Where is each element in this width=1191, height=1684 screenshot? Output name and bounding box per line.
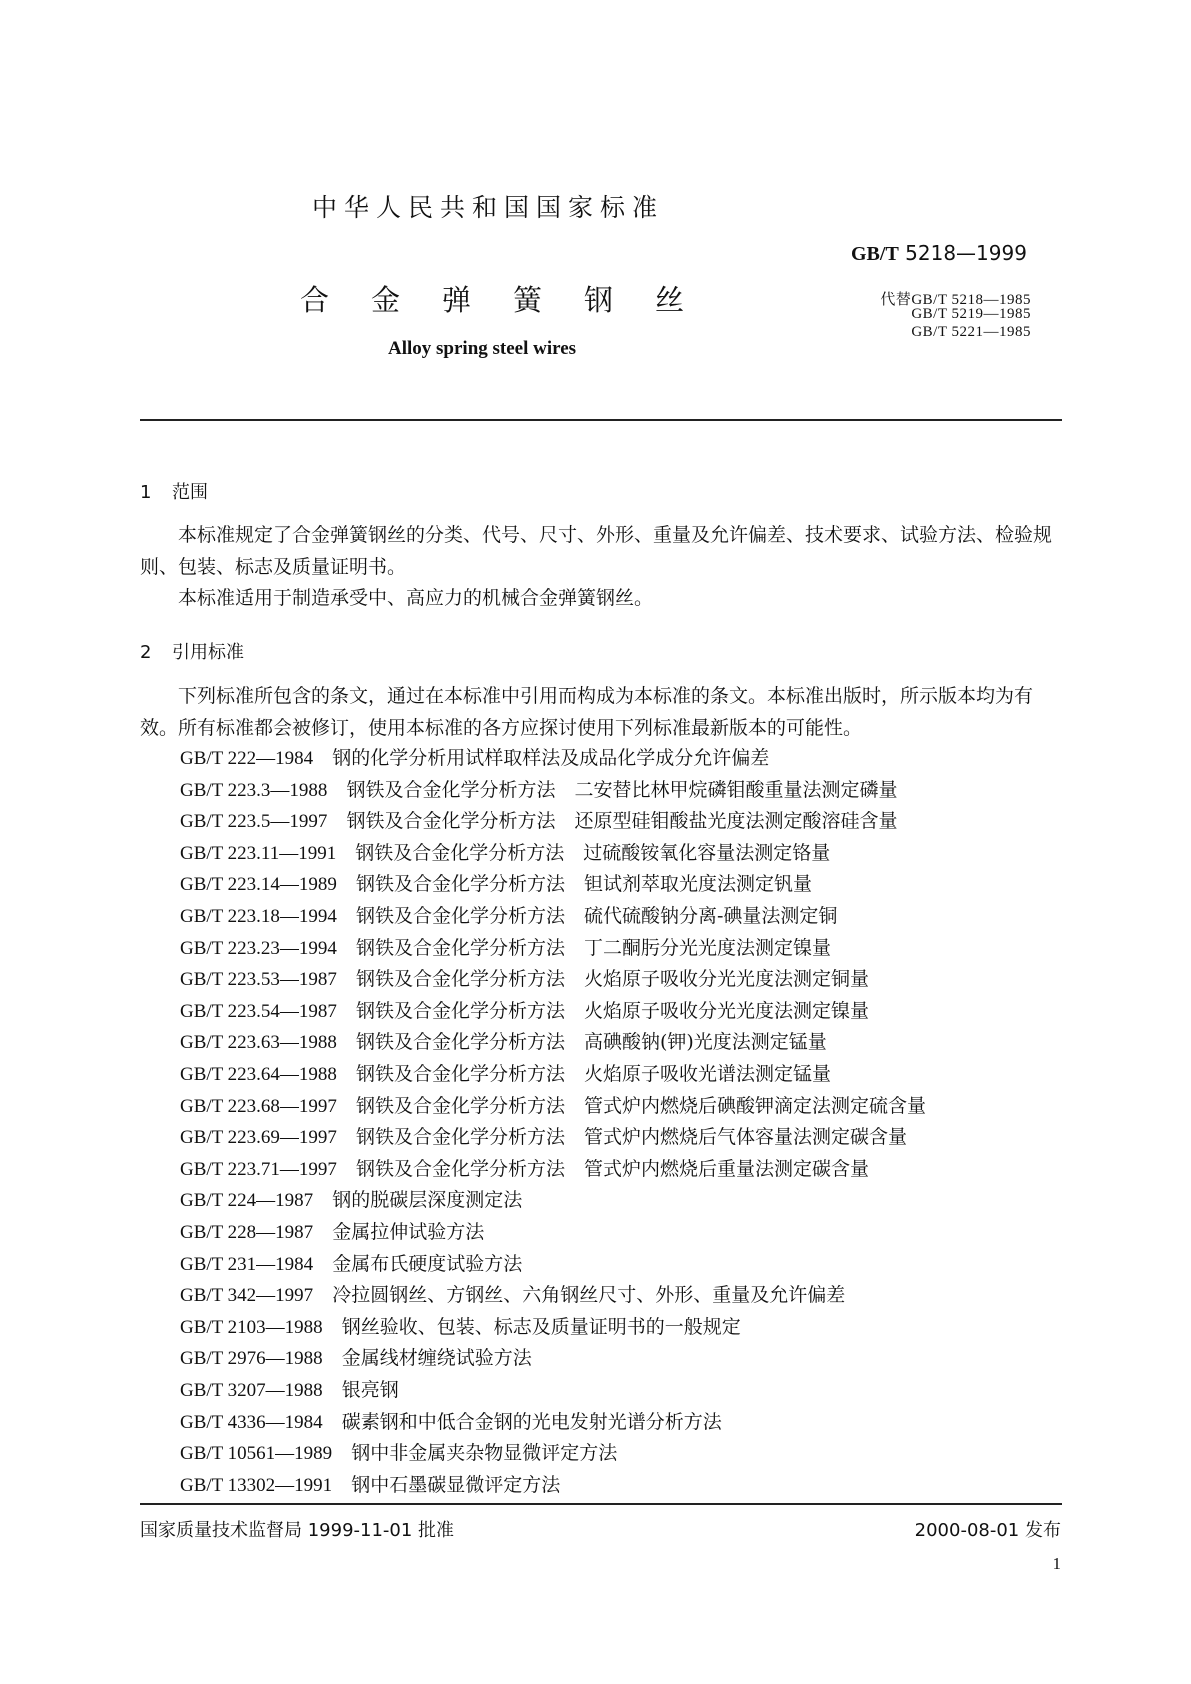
reference-code: GB/T 3207—1988 [180, 1380, 323, 1401]
approval-note: 国家质量技术监督局 1999-11-01 批准 [140, 1520, 455, 1541]
section-heading [140, 478, 208, 504]
reference-item [180, 936, 831, 961]
page-number: 1 [1052, 1554, 1061, 1573]
reference-item [180, 1062, 831, 1087]
reference-title: 金属线材缠绕试验方法 [341, 1347, 532, 1370]
reference-title: 钢铁及合金化学分析方法 火焰原子吸收分光光度法测定铜量 [355, 968, 869, 991]
footer-divider [140, 1503, 1062, 1505]
reference-code: GB/T 10561—1989 [180, 1443, 333, 1465]
reference-title: 钢的脱碳层深度测定法 [332, 1189, 523, 1212]
reference-item [180, 1220, 484, 1245]
reference-item [180, 967, 869, 992]
reference-code: GB/T 231—1984 [180, 1253, 314, 1275]
reference-item [180, 1125, 907, 1150]
publish-note: 2000-08-01 发布 [914, 1520, 1061, 1541]
reference-item [180, 872, 812, 897]
reference-title: 钢铁及合金化学分析方法 硫代硫酸钠分离-碘量法测定铜 [355, 905, 838, 927]
reference-item [180, 1441, 617, 1466]
section-title: 引用标准 [172, 642, 244, 663]
reference-code: GB/T 223.53—1987 [180, 969, 337, 991]
reference-item [180, 1094, 926, 1119]
reference-title: 钢铁及合金化学分析方法 二安替比林甲烷磷钼酸重量法测定磷量 [346, 778, 898, 801]
section-number: 1 [140, 482, 152, 503]
reference-code: GB/T 2976—1988 [180, 1348, 323, 1370]
reference-item [180, 841, 830, 866]
reference-code: GB/T 342—1997 [180, 1285, 314, 1307]
reference-code: GB/T 223.71—1997 [180, 1158, 337, 1180]
reference-item [180, 1378, 399, 1403]
reference-item [180, 1283, 845, 1308]
reference-code: GB/T 228—1987 [180, 1222, 314, 1243]
reference-title: 钢铁及合金化学分析方法 丁二酮肟分光光度法测定镍量 [355, 936, 831, 959]
reference-item [180, 1346, 532, 1371]
reference-code: GB/T 223.11—1991 [180, 842, 337, 864]
reference-item [180, 1410, 722, 1435]
header-divider [140, 419, 1062, 421]
reference-item [180, 999, 869, 1024]
reference-title: 钢中非金属夹杂物显微评定方法 [351, 1442, 618, 1465]
reference-code: GB/T 223.54—1987 [180, 1000, 337, 1022]
replaces-line: GB/T 5221—1985 [911, 324, 1031, 340]
paragraph: 本标准适用于制造承受中、高应力的机械合金弹簧钢丝。 [178, 587, 654, 609]
reference-title: 钢铁及合金化学分析方法 还原型硅钼酸盐光度法测定酸溶硅含量 [346, 810, 898, 833]
reference-title: 钢铁及合金化学分析方法 管式炉内燃烧后气体容量法测定碳含量 [355, 1126, 907, 1149]
reference-title: 钢中石墨碳显微评定方法 [351, 1473, 561, 1496]
standard-code-number: 5218—1999 [905, 241, 1027, 265]
reference-title: 钢铁及合金化学分析方法 管式炉内燃烧后重量法测定碳含量 [355, 1157, 869, 1180]
reference-item [180, 1030, 827, 1055]
reference-item [180, 1315, 741, 1340]
national-standard-heading: 中华人民共和国国家标准 [312, 193, 665, 222]
reference-title: 钢铁及合金化学分析方法 钽试剂萃取光度法测定钒量 [355, 873, 812, 896]
reference-title: 钢的化学分析用试样取样法及成品化学成分允许偏差 [332, 747, 770, 769]
reference-code: GB/T 223.5—1997 [180, 811, 328, 833]
reference-title: 金属拉伸试验方法 [332, 1221, 485, 1243]
section-heading [140, 638, 244, 664]
reference-title: 钢铁及合金化学分析方法 火焰原子吸收分光光度法测定镍量 [355, 999, 869, 1022]
reference-title: 碳素钢和中低合金钢的光电发射光谱分析方法 [341, 1410, 722, 1433]
reference-item [180, 1473, 560, 1498]
standard-code-prefix: GB/T [851, 243, 899, 265]
reference-title: 金属布氏硬度试验方法 [332, 1252, 523, 1275]
reference-code: GB/T 223.3—1988 [180, 779, 328, 801]
standard-code [851, 241, 1027, 266]
reference-code: GB/T 223.69—1997 [180, 1127, 337, 1149]
reference-code: GB/T 223.64—1988 [180, 1064, 337, 1085]
reference-code: GB/T 223.63—1988 [180, 1032, 337, 1054]
replaces-line: GB/T 5219—1985 [911, 306, 1031, 322]
reference-code: GB/T 223.68—1997 [180, 1095, 337, 1117]
replaces-line: 代替GB/T 5218—1985 [880, 292, 1031, 308]
standard-title-en: Alloy spring steel wires [388, 338, 577, 359]
reference-title: 钢丝验收、包装、标志及质量证明书的一般规定 [341, 1315, 741, 1338]
section-title: 范围 [172, 482, 208, 503]
section-number: 2 [140, 642, 152, 663]
reference-item [180, 1157, 869, 1182]
reference-item [180, 778, 897, 803]
reference-title: 钢铁及合金化学分析方法 管式炉内燃烧后碘酸钾滴定法测定硫含量 [355, 1094, 926, 1117]
reference-title: 冷拉圆钢丝、方钢丝、六角钢丝尺寸、外形、重量及允许偏差 [332, 1284, 846, 1307]
paragraph: 本标准规定了合金弹簧钢丝的分类、代号、尺寸、外形、重量及允许偏差、技术要求、试验方法、检验规则、包装、标志及质量证明书。 [140, 524, 1053, 578]
reference-code: GB/T 13302—1991 [180, 1474, 333, 1496]
reference-item [180, 904, 837, 929]
reference-title: 钢铁及合金化学分析方法 过硫酸铵氧化容量法测定铬量 [355, 841, 831, 864]
reference-title: 钢铁及合金化学分析方法 高碘酸钠(钾)光度法测定锰量 [355, 1031, 827, 1054]
paragraph: 下列标准所包含的条文，通过在本标准中引用而构成为本标准的条文。本标准出版时，所示版本均为有效。所有标准都会被修订，使用本标准的各方应探讨使用下列标准最新版本的可能性。 [140, 685, 1034, 739]
reference-code: GB/T 2103—1988 [180, 1316, 323, 1338]
standard-title-cn: 合金弹簧钢丝 [300, 283, 727, 317]
reference-title: 钢铁及合金化学分析方法 火焰原子吸收光谱法测定锰量 [355, 1063, 831, 1085]
reference-code: GB/T 4336—1984 [180, 1411, 323, 1433]
reference-item [180, 809, 897, 834]
reference-item [180, 1188, 522, 1213]
reference-title: 银亮钢 [341, 1379, 399, 1401]
reference-item [180, 1252, 522, 1277]
reference-code: GB/T 223.14—1989 [180, 874, 337, 896]
reference-code: GB/T 222—1984 [180, 748, 314, 769]
reference-code: GB/T 223.23—1994 [180, 937, 337, 959]
reference-code: GB/T 224—1987 [180, 1190, 314, 1212]
reference-item [180, 746, 769, 771]
reference-code: GB/T 223.18—1994 [180, 906, 337, 927]
